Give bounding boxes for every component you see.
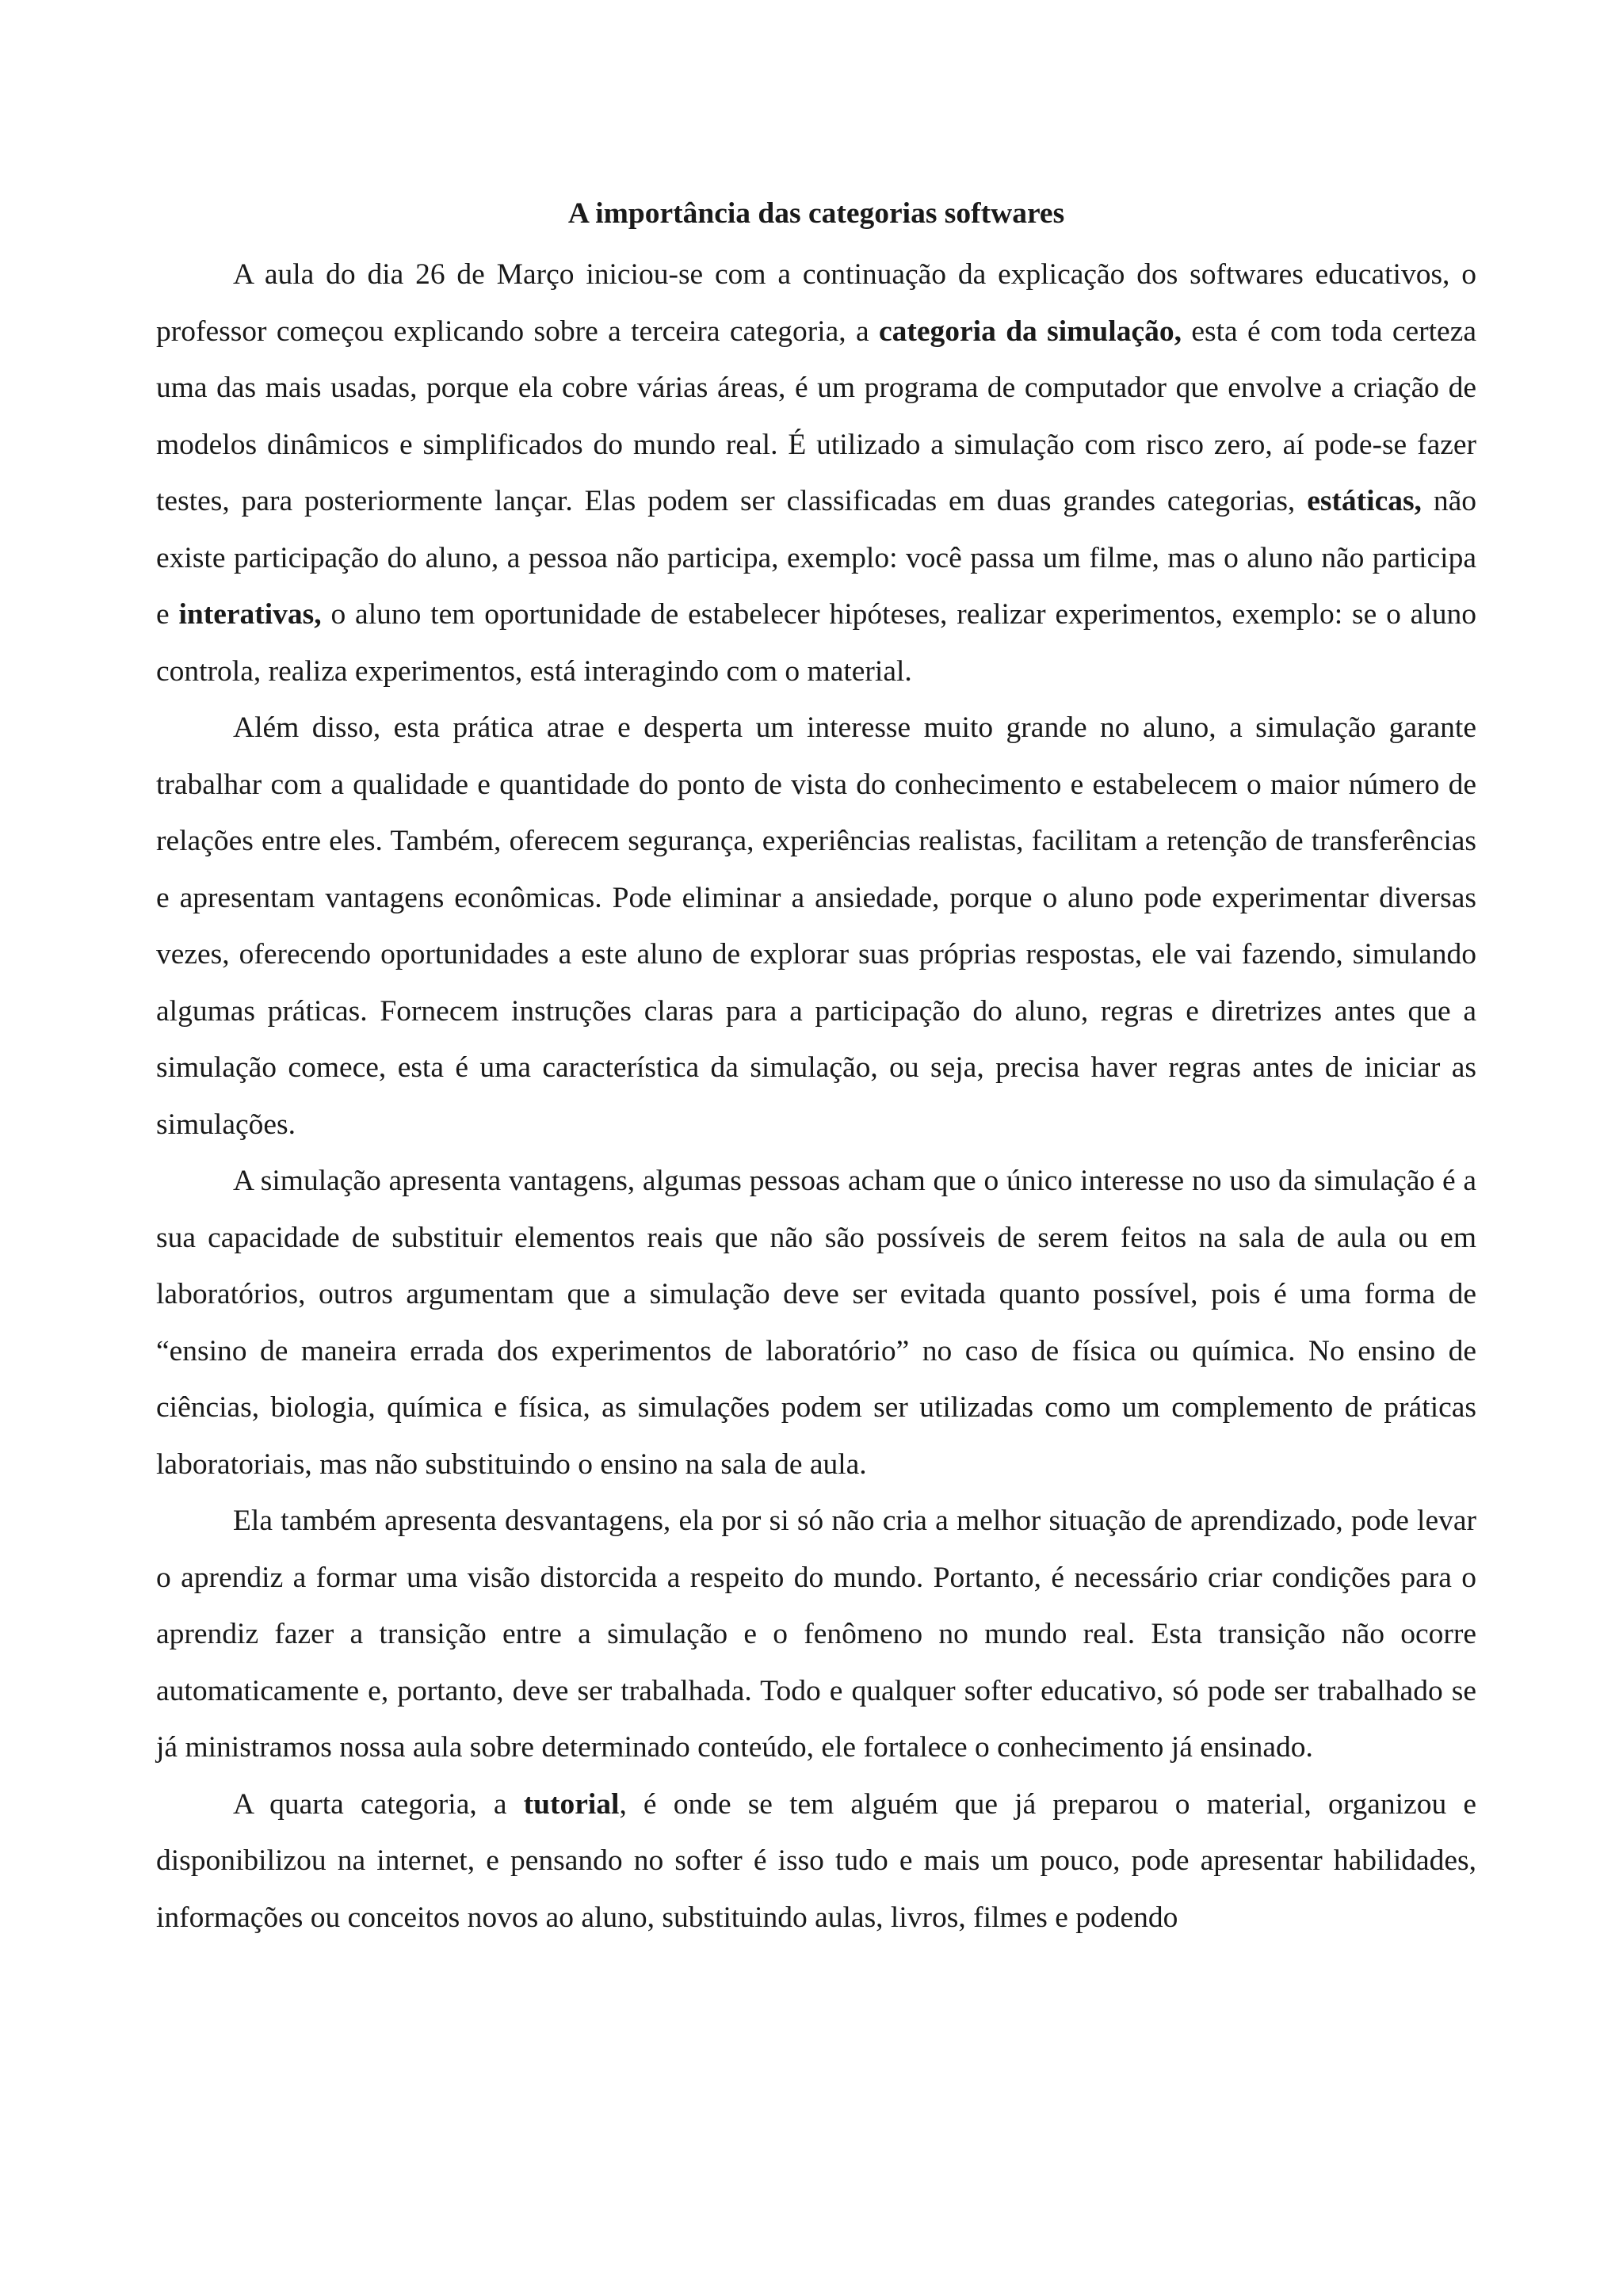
paragraph-simulation-disadvantages (156, 1493, 1476, 1776)
paragraph-text: A quarta categoria, a (233, 1787, 524, 1821)
document-page (156, 190, 1476, 1946)
bold-term-interactive: interativas, (178, 598, 322, 631)
bold-term-tutorial: tutorial (523, 1787, 620, 1821)
paragraph-simulation-category (156, 246, 1476, 700)
paragraph-text: Além disso, esta prática atrae e desperta um interesse muito grande no aluno, a simulação garante trabalhar com a qualidade e quantidade do ponto de vista do conhecimento e estabelecem o maior número de relações entre eles. Também, oferecem segurança, experiências realistas, facilitam a retenção de transferências e apresentam vantagens econômicas. Pode eliminar a ansiedade, porque o aluno pode experimentar diversas vezes, oferecendo oportunidades a este aluno de explorar suas próprias respostas, ele vai fazendo, simulando algumas práticas. Fornecem instruções claras para a participação do aluno, regras e diretrizes antes que a simulação comece, esta é uma característica da simulação, ou seja, precisa haver regras antes de iniciar as simulações. (156, 711, 1476, 1141)
paragraph-text: A aula do dia 26 de Março iniciou-se com a continuação da explicação dos softwares educativos, o professor começou explicando sobre a terceira categoria, a (156, 258, 1476, 348)
paragraph-text: não existe participação do aluno, a pessoa não participa, exemplo: você passa um filme, mas o aluno não participa e (156, 485, 1476, 631)
paragraph-tutorial-category (156, 1776, 1476, 1947)
paragraph-simulation-advantages (156, 1153, 1476, 1493)
paragraph-text: esta é com toda certeza uma das mais usadas, porque ela cobre várias áreas, é um programa de computador que envolve a criação de modelos dinâmicos e simplificados do mundo real. É utilizado a simulação com risco zero, aí pode-se fazer testes, para posteriormente lançar. Elas podem ser classificadas em duas grandes categorias, (156, 315, 1476, 517)
bold-term-static: estáticas, (1307, 485, 1422, 517)
paragraph-simulation-benefits (156, 700, 1476, 1153)
paragraph-text: A simulação apresenta vantagens, algumas pessoas acham que o único interesse no uso da simulação é a sua capacidade de substituir elementos reais que não são possíveis de serem feitos na sala de aula ou em laboratórios, outros argumentam que a simulação deve ser evitada quanto possível, pois é uma forma de “ensino de maneira errada dos experimentos de laboratório” no caso de física ou química. No ensino de ciências, biologia, química e física, as simulações podem ser utilizadas como um complemento de práticas laboratoriais, mas não substituindo o ensino na sala de aula. (156, 1165, 1476, 1481)
document-title: A importância das categorias softwares (567, 197, 1065, 230)
bold-term-simulation: categoria da simulação, (879, 315, 1182, 348)
paragraph-text: o aluno tem oportunidade de estabelecer hipóteses, realizar experimentos, exemplo: se o aluno controla, realiza experimentos, está interagindo com o material. (156, 598, 1476, 688)
paragraph-text: Ela também apresenta desvantagens, ela por si só não cria a melhor situação de aprendizado, pode levar o aprendiz a formar uma visão distorcida a respeito do mundo. Portanto, é necessário criar condições para o aprendiz fazer a transição entre a simulação e o fenômeno no mundo real. Esta transição não ocorre automaticamente e, portanto, deve ser trabalhada. Todo e qualquer softer educativo, só pode ser trabalhado se já ministramos nossa aula sobre determinado conteúdo, ele fortalece o conhecimento já ensinado. (156, 1505, 1476, 1764)
paragraph-text: , é onde se tem alguém que já preparou o material, organizou e disponibilizou na internet, e pensando no softer é isso tudo e mais um pouco, pode apresentar habilidades, informações ou conceitos novos ao aluno, substituindo aulas, livros, filmes e podendo (156, 1787, 1476, 1934)
